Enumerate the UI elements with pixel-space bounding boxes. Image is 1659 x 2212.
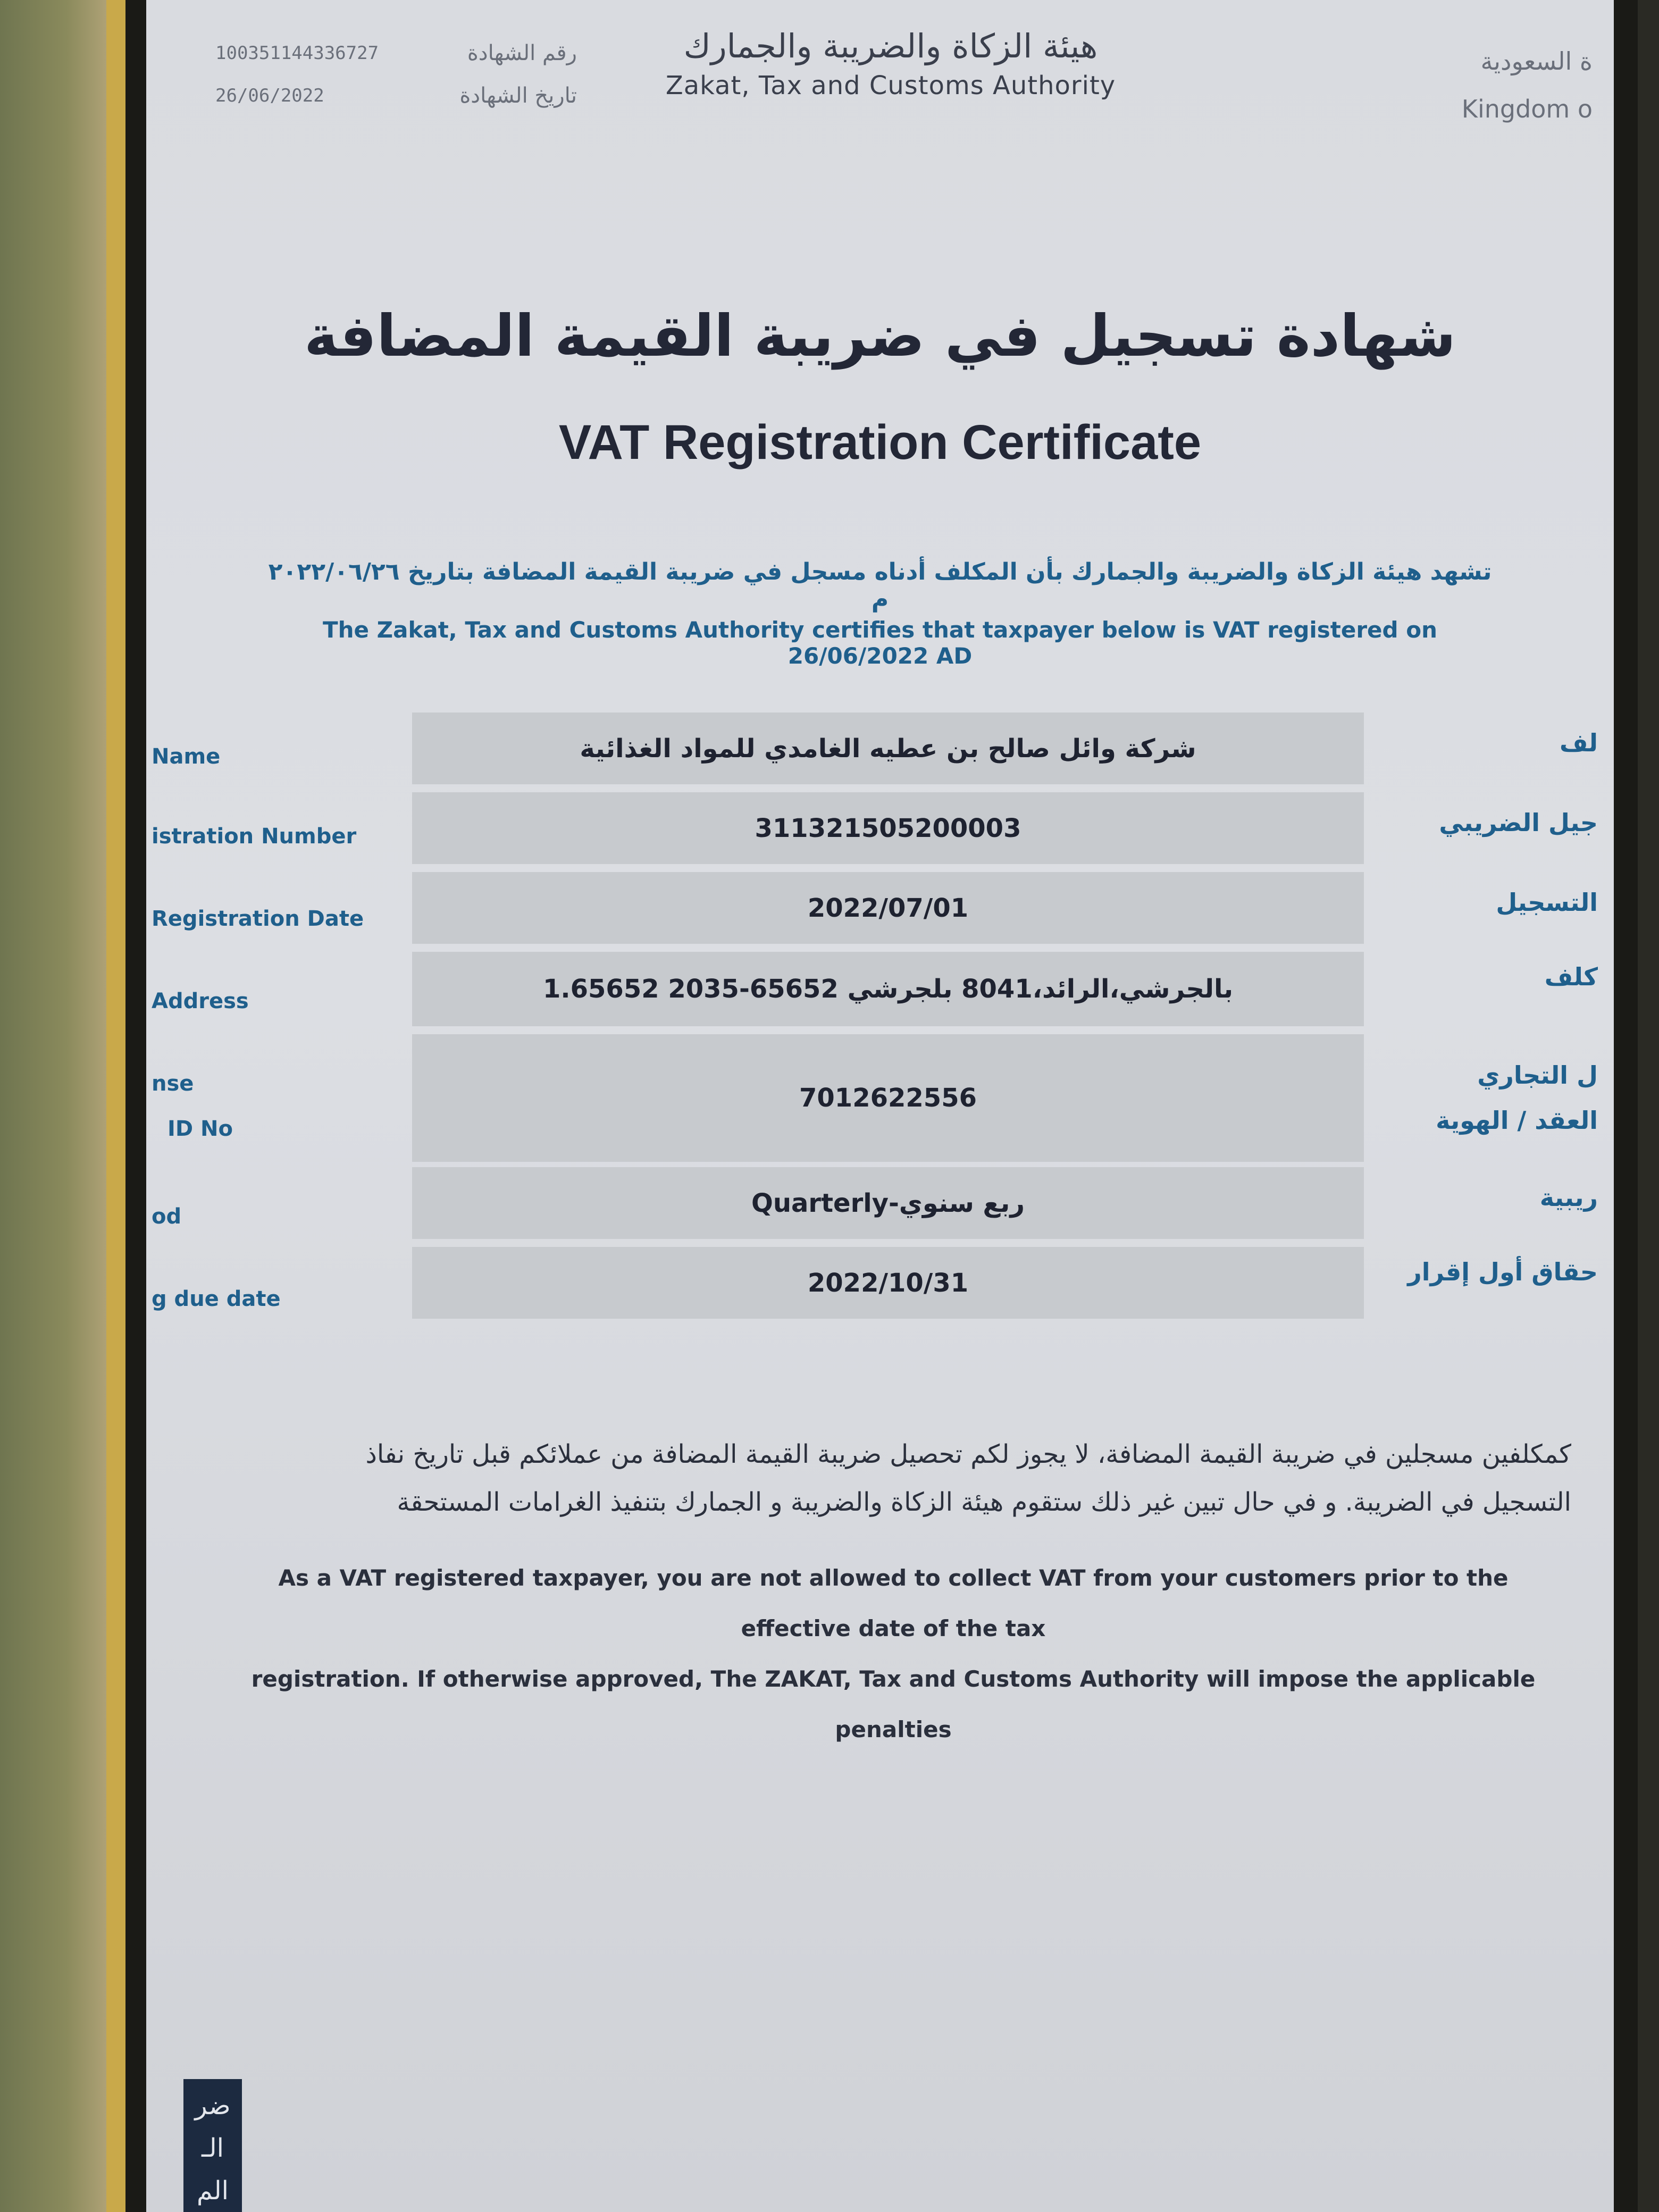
authority-name <box>651 27 1130 100</box>
row-label-en: istration Number <box>152 824 357 849</box>
notice-ar-line-2: التسجيل في الضريبة. و في حال تبين غير ذلك ستقوم هيئة الزكاة والضريبة و الجمارك بتنفيذ الغرامات المستحقة <box>397 1487 1571 1517</box>
row-label-en: Address <box>152 989 249 1013</box>
corner-badge-line-2: الـ <box>201 2133 224 2163</box>
table-row <box>146 1034 1614 1162</box>
filing-period-value: ربع سنوي-Quarterly <box>412 1167 1364 1239</box>
row-label-en: g due date <box>152 1287 281 1311</box>
row-label-ar: ريبية <box>1539 1183 1598 1212</box>
corner-badge[interactable] <box>183 2079 242 2212</box>
certificate-header <box>146 21 1614 128</box>
license-id-value: 7012622556 <box>412 1034 1364 1162</box>
kingdom-name-en: Kingdom o <box>1461 95 1593 123</box>
row-label-ar: التسجيل <box>1496 888 1598 917</box>
certificate-number-row <box>215 32 577 74</box>
corner-badge-line-3: الم <box>197 2176 229 2206</box>
registration-number-value: 311321505200003 <box>412 792 1364 864</box>
first-filing-due-date-value: 2022/10/31 <box>412 1247 1364 1319</box>
row-label-ar: حقاق أول إقرار <box>1407 1258 1598 1286</box>
notice-ar <box>284 1430 1571 1526</box>
table-row <box>146 952 1614 1029</box>
notice-ar-line-1: كمكلفين مسجلين في ضريبة القيمة المضافة، لا يجوز لكم تحصيل ضريبة القيمة المضافة من عملائكم قبل تاريخ نفاذ <box>365 1439 1571 1469</box>
certificate-meta <box>215 32 577 117</box>
row-label-en: od <box>152 1204 182 1229</box>
certification-statement-ar: تشهد هيئة الزكاة والضريبة والجمارك بأن المكلف أدناه مسجل في ضريبة القيمة المضافة بتاريخ ٢٠٢٢/٠٦/٢٦ م <box>268 558 1492 613</box>
table-row <box>146 1247 1614 1321</box>
address-value: بالجرشي،الرائد،8041 بلجرشي 65652-2035 1.65652 <box>412 952 1364 1026</box>
row-label-ar: كلف <box>1544 962 1598 991</box>
certificate-date-label: تاريخ الشهادة <box>459 83 577 108</box>
authority-name-ar: هيئة الزكاة والضريبة والجمارك <box>683 27 1098 65</box>
kingdom-name-ar: ة السعودية <box>1480 47 1593 76</box>
taxpayer-name-value: شركة وائل صالح بن عطيه الغامدي للمواد الغذائية <box>412 713 1364 784</box>
certificate-number-label: رقم الشهادة <box>467 41 577 65</box>
registration-date-value: 2022/07/01 <box>412 872 1364 944</box>
phone-screen <box>146 0 1614 2212</box>
notice-en-line-2: registration. If otherwise approved, The ZAKAT, Tax and Customs Authority will impose the applicable penalties <box>251 1666 1536 1742</box>
certificate-date-row <box>215 74 577 117</box>
table-row <box>146 792 1614 867</box>
kingdom-name <box>1401 37 1593 133</box>
row-label-en-2: ID No <box>167 1117 233 1141</box>
table-row <box>146 713 1614 787</box>
certification-statement-en: The Zakat, Tax and Customs Authority certifies that taxpayer below is VAT registered on 26/06/2022 AD <box>323 617 1437 669</box>
corner-badge-line-1: ضر <box>195 2091 231 2121</box>
certificate-date-value: 26/06/2022 <box>215 85 324 106</box>
row-label-en: Registration Date <box>152 907 364 931</box>
row-label-ar-2: العقد / الهوية <box>1436 1106 1598 1135</box>
title-ar: شهادة تسجيل في ضريبة القيمة المضافة <box>304 303 1456 370</box>
row-label-ar: لف <box>1559 728 1598 757</box>
title-en: VAT Registration Certificate <box>558 415 1202 470</box>
notice-en <box>226 1553 1561 1755</box>
table-row <box>146 872 1614 946</box>
certificate-number-value: 100351144336727 <box>215 43 379 64</box>
row-label-ar: جيل الضريبي <box>1439 808 1598 837</box>
authority-name-en: Zakat, Tax and Customs Authority <box>665 71 1116 100</box>
table-row <box>146 1167 1614 1242</box>
row-label-en: Name <box>152 744 221 769</box>
row-label-ar: ل التجاري <box>1477 1061 1598 1090</box>
row-label-en: nse <box>152 1071 194 1096</box>
notice-en-line-1: As a VAT registered taxpayer, you are not allowed to collect VAT from your customers prior to the effective date of the tax <box>278 1565 1509 1641</box>
